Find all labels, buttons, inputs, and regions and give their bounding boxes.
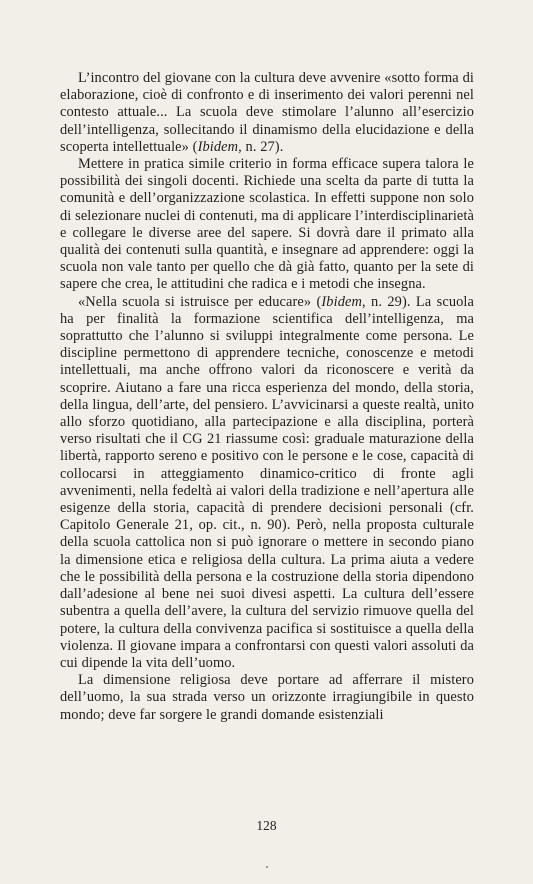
- page-number: 128: [256, 818, 277, 833]
- paragraph-4: La dimensione religiosa deve portare ad afferrare il mistero dell’uomo, la sua strada verso un orizzonte irragiungibile in questo mondo; deve far sorgere le grandi domande esistenziali: [60, 672, 474, 723]
- paper-speck: [266, 866, 268, 868]
- paragraph-2: Mettere in pratica simile criterio in forma efficace supera talora le possibilità dei singoli docenti. Richiede una scelta da parte di tutta la comunità e dell’organizzazione scolastica. In effetti suppone non solo di selezionare nuclei di contenuti, ma di applicare l’interdisciplinarietà e collegare le diverse aree del sapere. Si dovrà dare il primato alla qualità dei contenuti sulla quantità, e insegnare ad apprendere: oggi la scuola non vale tanto per quello che dà già fatto, quanto per la sete di sapere che crea, le attitudini che radica e i metodi che insegna.: [60, 156, 474, 293]
- body-text: [60, 70, 474, 724]
- paragraph-1: L’incontro del giovane con la cultura deve avvenire «sotto forma di elaborazione, cioè di confronto e di inserimento dei valori perenni nel contesto attuale... La scuola deve stimolare l’alunno all’esercizio dell’intelligenza, sollecitando il dinamismo della elucidazione e della scoperta intellettuale» (Ibidem, n. 27).: [60, 70, 474, 155]
- paragraph-3: «Nella scuola si istruisce per educare» (Ibidem, n. 29). La scuola ha per finalità la formazione scientifica dell’intelligenza, ma soprattutto che l’alunno si sviluppi integralmente come persona. Le discipline permettono di apprendere tecniche, conoscenze e metodi intellettuali, ma anche offrono valori da riconoscere e verità da scoprire. Aiutano a fare una ricca esperienza del mondo, della storia, della lingua, dell’arte, del pensiero. L’avvicinarsi a queste realtà, unito allo sforzo quotidiano, alla partecipazione e alla disciplina, porterà verso risultati che il CG 21 riassume così: graduale maturazione della libertà, rapporto sereno e positivo con le persone e le cose, capacità di collocarsi in atteggiamento dinamico-critico di fronte agli avvenimenti, nella fedeltà ai valori della tradizione e nell’apertura alle esigenze della storia, capacità di prendere decisioni personali (cfr. Capitolo Generale 21, op. cit., n. 90). Però, nella proposta culturale della scuola cattolica non si può ignorare o mettere in secondo piano la dimensione etica e religiosa della cultura. La prima aiuta a vedere che le possibilità della persona e la costruzione della storia dipendono dall’adesione al bene nei suoi divesi aspetti. La cultura dell’essere subentra a quella dell’avere, la cultura del servizio rimuove quella del potere, la cultura della convivenza pacifica si sostituisce a quella della violenza. Il giovane impara a confrontarsi con questi valori assoluti da cui dipende la vita dell’uomo.: [60, 293, 474, 671]
- citation-ibidem: Ibidem: [197, 138, 239, 155]
- citation-ibidem: Ibidem: [321, 293, 362, 310]
